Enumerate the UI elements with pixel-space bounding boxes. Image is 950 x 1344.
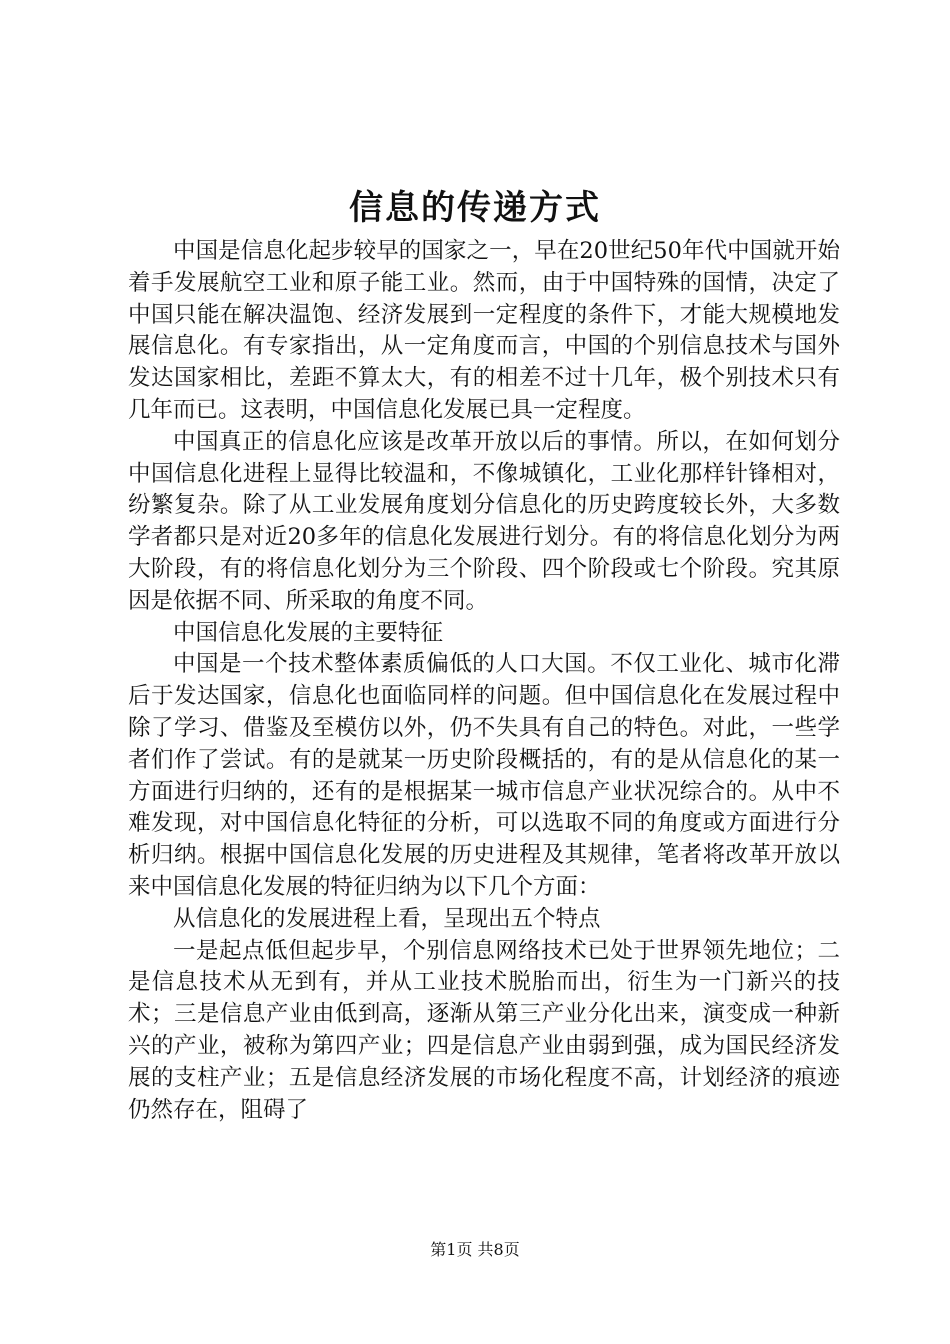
document-body <box>128 236 840 1126</box>
paragraph: 一是起点低但起步早，个别信息网络技术已处于世界领先地位；二是信息技术从无到有，并从工业技术脱胎而出，衍生为一门新兴的技术；三是信息产业由低到高，逐渐从第三产业分化出来，演变成一种新兴的产业，被称为第四产业；四是信息产业由弱到强，成为国民经济发展的支柱产业；五是信息经济发展的市场化程度不高，计划经济的痕迹仍然存在，阻碍了 <box>128 937 840 1123</box>
document-title: 信息的传递方式 <box>349 188 601 228</box>
paragraph: 中国是一个技术整体素质偏低的人口大国。不仅工业化、城市化滞后于发达国家，信息化也面临同样的问题。但中国信息化在发展过程中除了学习、借鉴及至模仿以外，仍不失具有自己的特色。对此，一些学者们作了尝试。有的是就某一历史阶段概括的，有的是从信息化的某一方面进行归纳的，还有的是根据某一城市信息产业状况综合的。从中不难发现，对中国信息化特征的分析，可以选取不同的角度或方面进行分析归纳。根据中国信息化发展的历史进程及其规律，笔者将改革开放以来中国信息化发展的特征归纳为以下几个方面： <box>128 651 840 900</box>
section-heading: 从信息化的发展进程上看，呈现出五个特点 <box>173 905 601 932</box>
section-heading: 中国信息化发展的主要特征 <box>173 619 444 646</box>
page-number-footer: 第1页 共8页 <box>430 1240 520 1259</box>
paragraph: 中国真正的信息化应该是改革开放以后的事情。所以，在如何划分中国信息化进程上显得比较温和，不像城镇化，工业化那样针锋相对，纷繁复杂。除了从工业发展角度划分信息化的历史跨度较长外，大多数学者都只是对近20多年的信息化发展进行划分。有的将信息化划分为两大阶段，有的将信息化划分为三个阶段、四个阶段或七个阶段。究其原因是依据不同、所采取的角度不同。 <box>128 428 840 614</box>
paragraph: 中国是信息化起步较早的国家之一，早在20世纪50年代中国就开始着手发展航空工业和原子能工业。然而，由于中国特殊的国情，决定了中国只能在解决温饱、经济发展到一定程度的条件下，才能大规模地发展信息化。有专家指出，从一定角度而言，中国的个别信息技术与国外发达国家相比，差距不算太大，有的相差不过十几年，极个别技术只有几年而已。这表明，中国信息化发展已具一定程度。 <box>128 238 840 423</box>
